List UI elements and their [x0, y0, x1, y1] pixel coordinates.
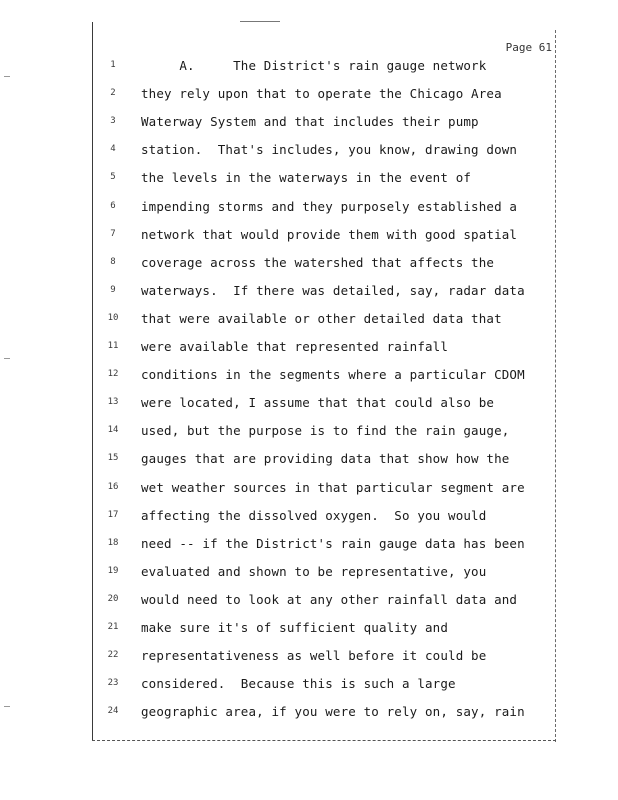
transcript-line: [96, 676, 556, 700]
line-number: 1: [110, 60, 116, 70]
line-number: 15: [107, 453, 119, 464]
transcript-line: [96, 620, 556, 644]
line-number: 17: [107, 509, 119, 520]
line-text: were available that represented rainfall: [141, 339, 449, 354]
line-number: 14: [107, 425, 119, 436]
transcript-line: [96, 114, 556, 138]
line-text: need -- if the District's rain gauge data has been: [141, 535, 525, 551]
line-text: they rely upon that to operate the Chicago Area: [141, 86, 502, 102]
transcript-line: [96, 536, 556, 560]
line-text: A. The District's rain gauge network: [141, 58, 487, 73]
line-number: 12: [107, 369, 119, 380]
transcript-line: [96, 58, 556, 82]
line-number: 23: [107, 678, 119, 689]
transcript-line: [96, 86, 556, 110]
line-number: 22: [107, 650, 119, 661]
line-number: 21: [107, 622, 119, 632]
line-text: that were available or other detailed data that: [141, 310, 502, 326]
line-number: 19: [107, 565, 119, 576]
transcript-line: [96, 648, 556, 672]
transcript-line: [96, 564, 556, 588]
transcript-line: [96, 704, 556, 728]
line-text: considered. Because this is such a large: [141, 676, 456, 692]
margin-tick: [4, 358, 10, 359]
line-text: used, but the purpose is to find the rain gauge,: [141, 423, 510, 439]
line-number: 2: [110, 88, 116, 99]
transcript-line: [96, 451, 556, 475]
transcript-line: [96, 592, 556, 616]
line-text: Waterway System and that includes their pump: [141, 114, 479, 130]
line-text: wet weather sources in that particular segment are: [141, 479, 525, 495]
top-edge-mark: [240, 21, 280, 22]
line-number: 11: [107, 341, 119, 351]
line-text: make sure it's of sufficient quality and: [141, 620, 449, 635]
line-text: affecting the dissolved oxygen. So you would: [141, 507, 487, 523]
transcript-line: [96, 227, 556, 251]
transcript-line: [96, 170, 556, 194]
margin-tick: [4, 706, 10, 707]
line-text: were located, I assume that that could also be: [141, 395, 495, 411]
transcript-line: [96, 508, 556, 532]
transcript-line: [96, 367, 556, 391]
line-number: 24: [107, 706, 119, 717]
line-number: 20: [107, 593, 119, 604]
line-number: 18: [107, 537, 119, 548]
line-text: evaluated and shown to be representative, you: [141, 563, 487, 579]
line-number: 10: [107, 312, 119, 323]
line-number: 9: [110, 284, 116, 295]
line-text: representativeness as well before it could be: [141, 648, 487, 664]
line-number: 4: [110, 144, 116, 155]
line-text: gauges that are providing data that show how the: [141, 451, 510, 467]
line-text: station. That's includes, you know, drawing down: [141, 142, 518, 158]
line-number: 3: [110, 116, 116, 127]
line-number: 16: [107, 481, 119, 492]
left-margin-rule: [92, 22, 93, 740]
line-text: would need to look at any other rainfall data and: [141, 591, 518, 607]
line-number: 13: [107, 397, 119, 408]
transcript-line: [96, 395, 556, 419]
line-text: impending storms and they purposely established a: [141, 198, 518, 214]
transcript-line: [96, 142, 556, 166]
line-text: geographic area, if you were to rely on, say, rain: [141, 704, 525, 720]
line-number: 7: [110, 228, 116, 239]
line-text: network that would provide them with good spatial: [141, 226, 518, 242]
transcript-line: [96, 311, 556, 335]
transcript-line: [96, 283, 556, 307]
line-number: 6: [110, 200, 116, 211]
line-text: coverage across the watershed that affects the: [141, 254, 495, 270]
line-number: 5: [110, 172, 116, 183]
transcript-line: [96, 339, 556, 363]
margin-tick: [4, 76, 10, 77]
line-text: the levels in the waterways in the event of: [141, 170, 472, 186]
page-number: Page 61: [505, 41, 552, 54]
line-number: 8: [110, 256, 116, 267]
transcript-line: [96, 199, 556, 223]
line-text: waterways. If there was detailed, say, radar data: [141, 282, 525, 298]
line-text: conditions in the segments where a particular CDOM: [141, 367, 525, 383]
transcript-line: [96, 255, 556, 279]
bottom-rule: [92, 740, 556, 741]
transcript-line: [96, 423, 556, 447]
transcript-line: [96, 480, 556, 504]
